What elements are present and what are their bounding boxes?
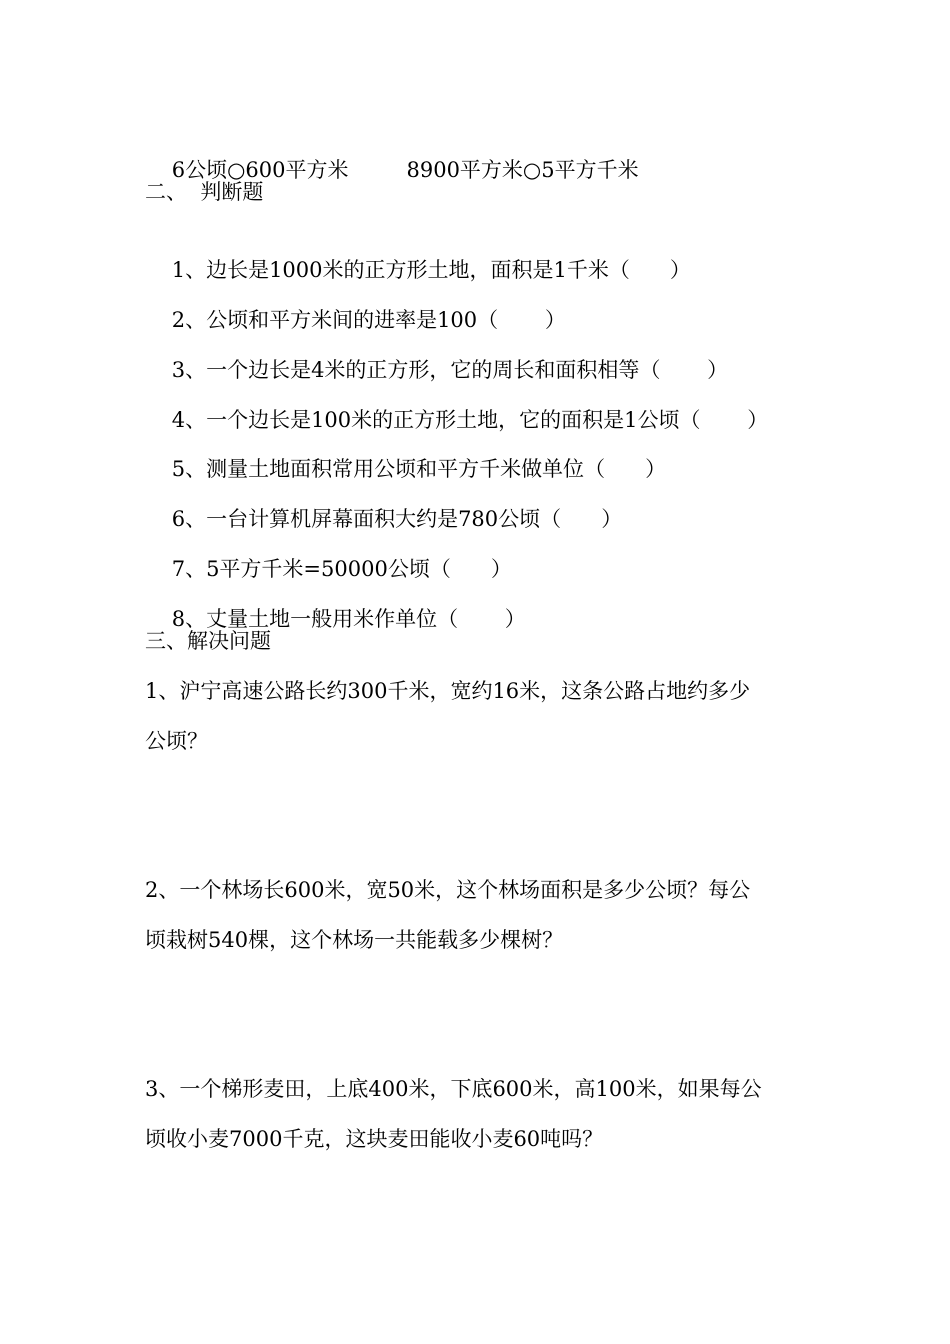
answer-blank: （ ） [584,457,667,481]
problem-1-line-1: 1、沪宁高速公路长约300千米，宽约16米，这条公路占地约多少 [145,679,751,703]
answer-blank: （ ） [639,358,729,382]
answer-blank: （ ） [429,557,512,581]
section-heading-problems: 三、解决问题 [145,629,271,653]
problem-2-line-2: 顷栽树540棵，这个林场一共能载多少棵树？ [145,928,564,952]
answer-blank: （ ） [540,507,623,531]
judgement-item-text: 7、5平方千米=50000公顷 [171,557,430,581]
answer-blank: （ ） [679,408,769,432]
judgement-item-text: 3、一个边长是4米的正方形，它的周长和面积相等 [171,358,640,382]
compare-left: 6公顷○600平方米 [171,158,349,182]
judgement-item-text: 8、丈量土地一般用米作单位 [171,607,438,631]
section-heading-judgement: 二、 判断题 [145,180,264,204]
problem-3-line-1: 3、一个梯形麦田，上底400米，下底600米，高100米，如果每公 [145,1077,762,1101]
judgement-item-text: 1、边长是1000米的正方形土地，面积是1千米 [171,258,609,282]
answer-blank: （ ） [477,308,566,332]
problem-2-line-1: 2、一个林场长600米，宽50米，这个林场面积是多少公顷？每公 [145,878,751,902]
answer-blank: （ ） [608,258,691,282]
judgement-item-text: 6、一台计算机屏幕面积大约是780公顷 [171,507,541,531]
judgement-item-text: 2、公顷和平方米间的进率是100 [171,308,478,332]
problem-1-line-2: 公顷？ [145,729,208,753]
compare-right: 8900平方米○5平方千米 [406,158,639,182]
problem-3-line-2: 顷收小麦7000千克，这块麦田能收小麦60吨吗？ [145,1127,604,1151]
judgement-item-text: 5、测量土地面积常用公顷和平方千米做单位 [171,457,585,481]
answer-blank: （ ） [437,607,526,631]
judgement-item-text: 4、一个边长是100米的正方形土地，它的面积是1公顷 [171,408,680,432]
